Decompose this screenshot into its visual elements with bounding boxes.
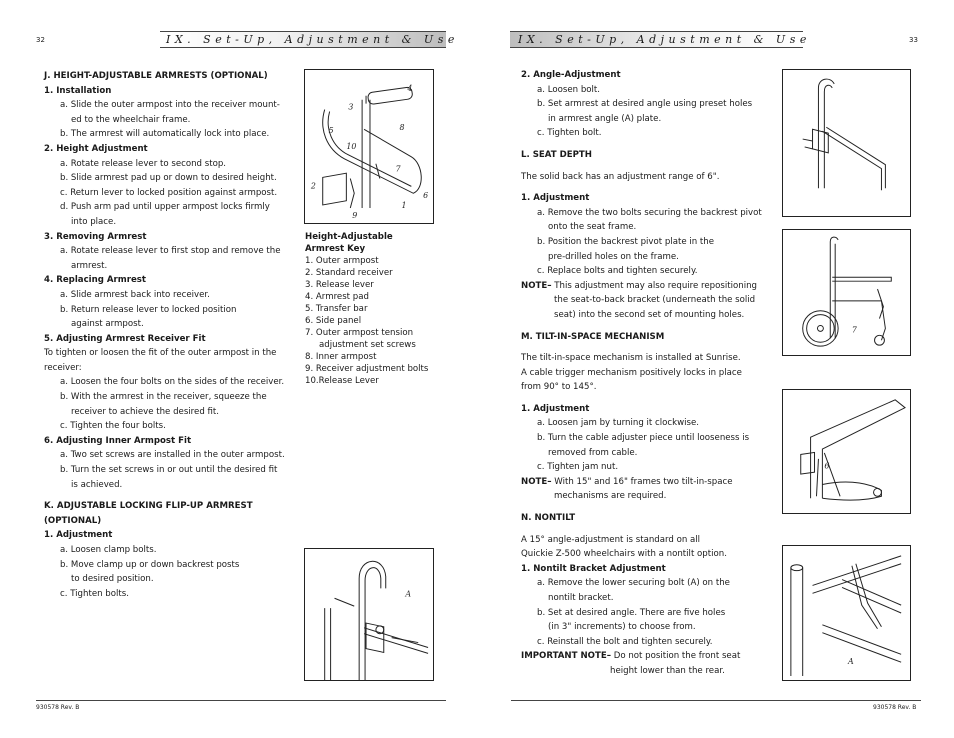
k-step-text: b. Move clamp up or down backrest posts xyxy=(60,559,240,570)
left-page-header: IX. Set-Up, Adjustment & Use xyxy=(160,31,446,48)
angle-step: b. Set armrest at desired angle using preset holes xyxy=(537,99,753,110)
fig1-label: 9 xyxy=(352,210,358,220)
fig-nontilt-label: A xyxy=(847,657,854,667)
j-step-title: 6. Adjusting Inner Armpost Fit xyxy=(44,435,192,446)
key-item: 3. Release lever xyxy=(305,280,374,290)
flip-up-armrest-figure xyxy=(304,548,434,681)
fig1-label: 4 xyxy=(407,83,413,93)
wheelchair-drawing xyxy=(783,230,910,355)
k-step-text: c. Tighten bolts. xyxy=(60,588,129,599)
angle-adjustment-figure xyxy=(782,69,911,217)
j-step-text: b. Return release lever to locked position xyxy=(60,304,237,315)
seat-depth-figure xyxy=(782,229,911,356)
j-step-text: d. Push arm pad until upper armpost locks firmly xyxy=(60,202,270,213)
angle-title: 2. Angle-Adjustment xyxy=(521,70,621,80)
nontilt-bracket-figure xyxy=(782,545,911,681)
k-step-text: a. Loosen clamp bolts. xyxy=(60,545,157,555)
j-step-text: into place. xyxy=(71,216,117,227)
key-item: 2. Standard receiver xyxy=(305,268,393,278)
j-step-text: receiver to achieve the desired fit. xyxy=(71,406,220,417)
m-step: c. Tighten jam nut. xyxy=(537,462,619,473)
m-intro: The tilt-in-space mechanism is installed at Sunrise. xyxy=(521,353,741,364)
m-note-label: NOTE– xyxy=(521,476,552,487)
m-step-title: 1. Adjustment xyxy=(521,403,590,414)
j-step-text: a. Slide the outer armpost into the receiver mount- xyxy=(60,100,280,111)
fig1-label: 5 xyxy=(328,126,334,136)
n-step: (in 3" increments) to choose from. xyxy=(548,622,696,633)
left-page-number: 32 xyxy=(36,36,45,44)
armrest-drawing xyxy=(305,70,433,223)
key-item: 4. Armrest pad xyxy=(305,292,369,302)
j-step-text: against armpost. xyxy=(71,319,144,330)
tilt-mechanism-figure xyxy=(782,389,911,514)
l-note: the seat-to-back bracket (underneath the solid xyxy=(554,295,756,306)
j-step-text: a. Rotate release lever to second stop. xyxy=(60,158,227,169)
j-step-title: 2. Height Adjustment xyxy=(44,143,148,154)
j-step-text: a. Two set screws are installed in the outer armpost. xyxy=(60,450,285,461)
j-step-text: b. With the armrest in the receiver, squeeze the xyxy=(60,392,267,403)
key-item: 5. Transfer bar xyxy=(305,304,368,314)
right-footer-rule xyxy=(511,700,921,701)
section-l-title: L. SEAT DEPTH xyxy=(521,149,592,160)
j-step-text: b. The armrest will automatically lock into place. xyxy=(60,129,270,140)
angle-step: c. Tighten bolt. xyxy=(537,128,602,139)
n-step: b. Set at desired angle. There are five holes xyxy=(537,607,726,618)
l-note: seat) into the second set of mounting holes. xyxy=(554,309,745,320)
n-step-title: 1. Nontilt Bracket Adjustment xyxy=(521,563,666,574)
j-step-text: b. Turn the set screws in or out until the desired fit xyxy=(60,465,278,476)
tilt-drawing xyxy=(783,390,910,513)
j-step-text: a. Slide armrest back into receiver. xyxy=(60,289,210,300)
l-step: b. Position the backrest pivot plate in the xyxy=(537,236,715,247)
l-note-label: NOTE– xyxy=(521,280,552,291)
j-step-title: 4. Replacing Armrest xyxy=(44,275,147,286)
fig1-label: 2 xyxy=(310,181,316,191)
fig-tilt-label: 6 xyxy=(824,461,830,471)
section-m-title: M. TILT-IN-SPACE MECHANISM xyxy=(521,331,665,342)
j-step-text: a. Rotate release lever to first stop and remove the xyxy=(60,246,281,257)
j-step-text: a. Loosen the four bolts on the sides of the receiver. xyxy=(60,377,285,388)
j-step-title: 1. Installation xyxy=(44,85,112,96)
key-item: 6. Side panel xyxy=(305,316,362,326)
fig1-label: 1 xyxy=(401,201,407,211)
n-step: c. Reinstall the bolt and tighten securely. xyxy=(537,636,713,647)
fig1-label: 8 xyxy=(399,123,405,133)
right-page-number: 33 xyxy=(909,36,918,44)
k-step-title: 1. Adjustment xyxy=(44,530,113,541)
m-intro: from 90° to 145°. xyxy=(521,382,597,393)
left-footer: 930578 Rev. B xyxy=(36,704,80,711)
m-step: removed from cable. xyxy=(548,447,638,458)
j-step-title: 5. Adjusting Armrest Receiver Fit xyxy=(44,333,206,344)
m-intro: A cable trigger mechanism positively locks in place xyxy=(521,367,742,378)
j-step-text: is achieved. xyxy=(71,479,123,490)
n-note-label: IMPORTANT NOTE– xyxy=(521,651,612,662)
key-item: 7. Outer armpost tension xyxy=(305,328,414,338)
section-j-title: J. HEIGHT-ADJUSTABLE ARMRESTS (OPTIONAL) xyxy=(44,71,268,81)
l-step: pre-drilled holes on the frame. xyxy=(548,251,679,262)
n-note: height lower than the rear. xyxy=(610,665,725,676)
key-title: Height-Adjustable xyxy=(305,232,393,242)
right-footer: 930578 Rev. B xyxy=(873,704,917,711)
m-note: mechanisms are required. xyxy=(554,491,667,502)
n-note: Do not position the front seat xyxy=(613,651,741,662)
j-step-text: ed to the wheelchair frame. xyxy=(71,114,191,125)
k-step-text: to desired position. xyxy=(71,574,154,585)
nontilt-drawing xyxy=(783,546,910,680)
section-k-title: K. ADJUSTABLE LOCKING FLIP-UP ARMREST (OPTIONAL) xyxy=(44,501,253,526)
fig-seat-label: 7 xyxy=(851,325,857,335)
n-step: a. Remove the lower securing bolt (A) on the xyxy=(537,578,730,589)
key-title: Armrest Key xyxy=(305,244,366,254)
flip-up-drawing xyxy=(305,549,433,680)
j-step-text: c. Tighten the four bolts. xyxy=(60,421,166,432)
armrest-key xyxy=(305,231,455,387)
key-item: 8. Inner armpost xyxy=(305,352,377,362)
n-step: nontilt bracket. xyxy=(548,593,614,603)
l-intro: The solid back has an adjustment range of 6". xyxy=(521,171,720,182)
right-page-header: IX. Set-Up, Adjustment & Use xyxy=(510,31,803,48)
fig1-label: 10 xyxy=(346,141,357,151)
l-step-title: 1. Adjustment xyxy=(521,193,590,204)
j-step-text: To tighten or loosen the fit of the outer armpost in the receiver: xyxy=(44,348,277,373)
l-step: c. Replace bolts and tighten securely. xyxy=(537,266,698,277)
l-step: a. Remove the two bolts securing the backrest pivot xyxy=(537,207,762,218)
m-step: a. Loosen jam by turning it clockwise. xyxy=(537,418,699,429)
angle-drawing xyxy=(783,70,910,216)
n-intro: A 15° angle-adjustment is standard on all xyxy=(521,534,701,545)
angle-step: in armrest angle (A) plate. xyxy=(548,113,662,124)
n-intro: Quickie Z-500 wheelchairs with a nontilt option. xyxy=(521,549,727,560)
left-text-column xyxy=(44,69,292,601)
l-note: This adjustment may also require repositioning xyxy=(554,280,757,291)
m-note: With 15" and 16" frames two tilt-in-space xyxy=(554,476,733,487)
j-step-text: b. Slide armrest pad up or down to desired height. xyxy=(60,173,277,184)
key-item: 1. Outer armpost xyxy=(305,256,379,266)
right-text-column xyxy=(521,68,773,679)
section-n-title: N. NONTILT xyxy=(521,513,576,524)
j-step-title: 3. Removing Armrest xyxy=(44,231,147,242)
l-step: onto the seat frame. xyxy=(548,222,637,233)
j-step-text: armrest. xyxy=(71,260,108,271)
j-step-text: c. Return lever to locked position against armpost. xyxy=(60,187,278,198)
left-footer-rule xyxy=(36,700,446,701)
fig2-label: A xyxy=(405,589,412,599)
fig1-label: 3 xyxy=(348,102,354,112)
armrest-exploded-figure xyxy=(304,69,434,224)
key-item: 9. Receiver adjustment bolts xyxy=(305,364,429,374)
key-item: adjustment set screws xyxy=(319,340,416,350)
fig1-label: 7 xyxy=(395,164,401,174)
fig1-label: 6 xyxy=(423,191,429,201)
m-step: b. Turn the cable adjuster piece until looseness is xyxy=(537,433,750,444)
angle-step: a. Loosen bolt. xyxy=(537,84,601,95)
key-item: 10.Release Lever xyxy=(305,376,379,386)
